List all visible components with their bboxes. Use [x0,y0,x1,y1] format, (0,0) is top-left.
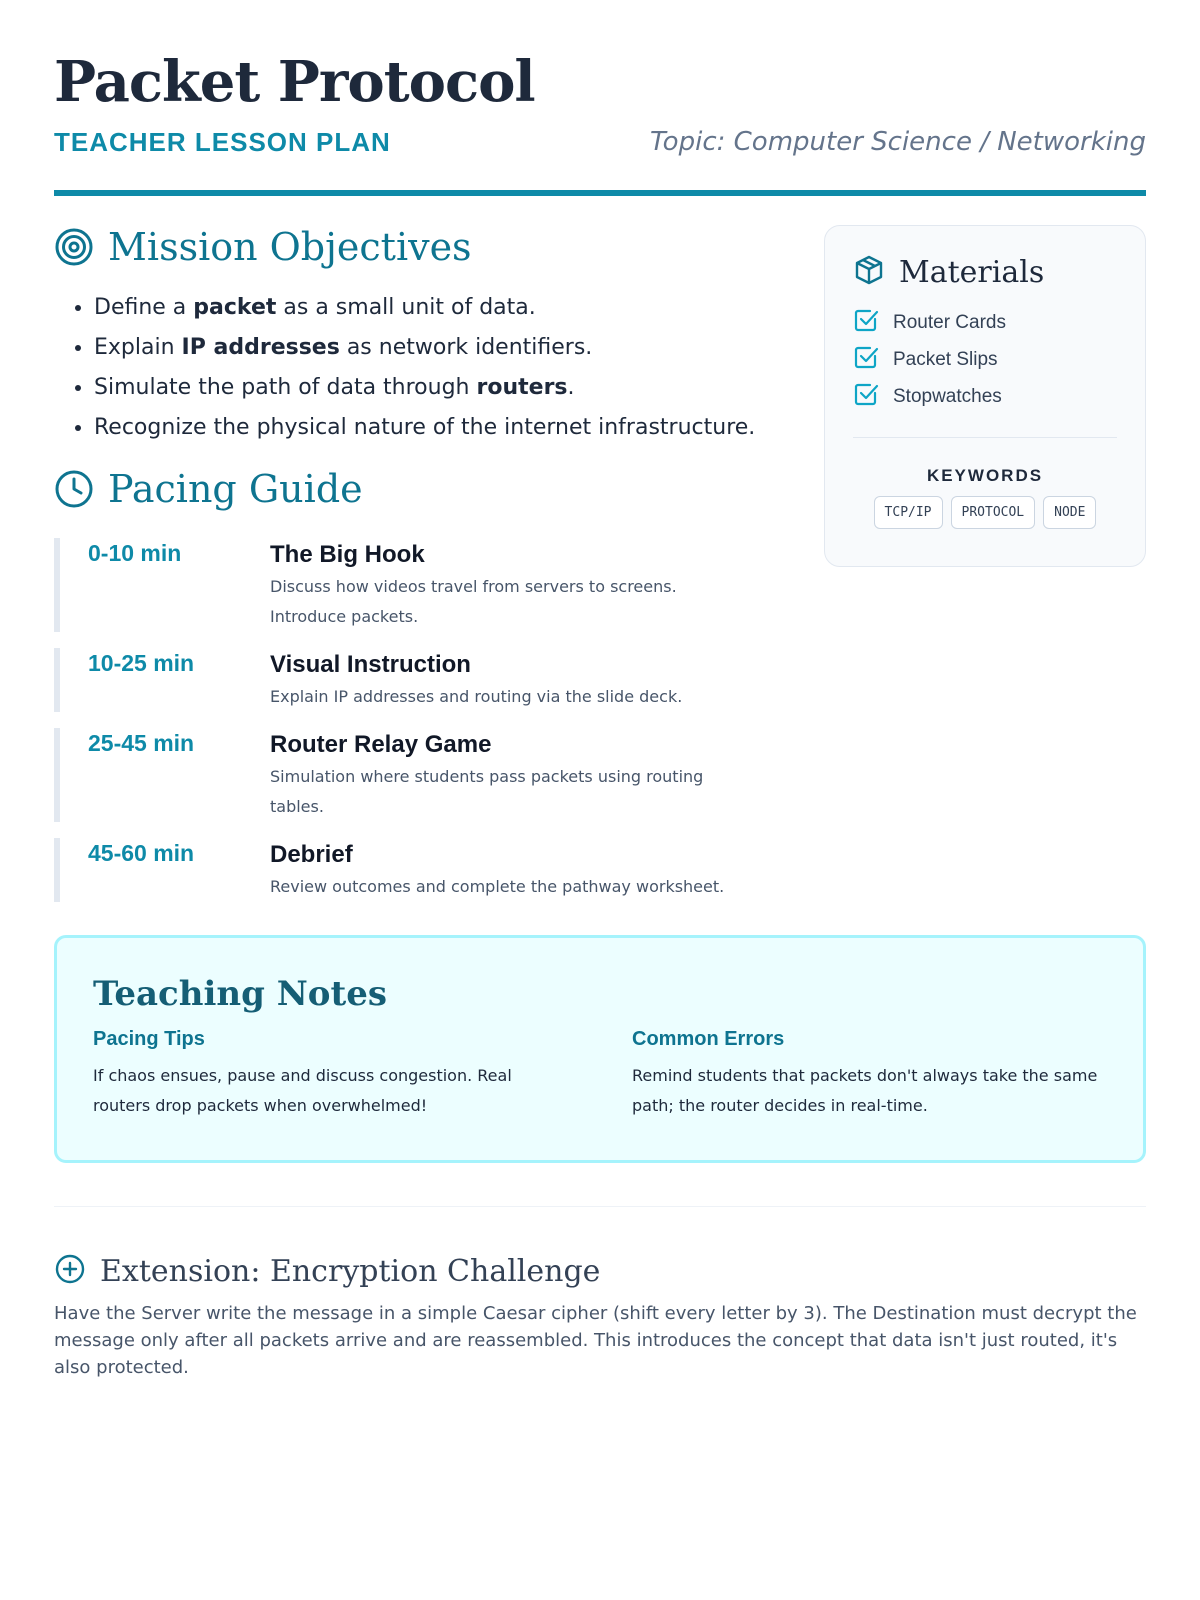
pacing-time: 25-45 min [88,730,195,756]
keyword-tag: TCP/IP [874,496,943,529]
objectives-heading [54,225,472,269]
pacing-desc: Simulation where students pass packets using routing tables. [270,767,704,816]
pacing-heading [54,467,363,511]
keyword-tag: NODE [1043,496,1096,529]
materials-heading-label: Materials [899,254,1045,290]
materials-card [824,225,1146,567]
pacing-row [54,648,774,712]
pacing-desc: Discuss how videos travel from servers to screens. Introduce packets. [270,577,677,626]
extension-heading-label: Extension: Encryption Challenge [100,1253,601,1289]
notes-column-text: If chaos ensues, pause and discuss congestion. Real routers drop packets when overwhelmed! [93,1066,512,1115]
notes-column-title: Common Errors [632,1028,785,1050]
check-square-icon [853,307,879,339]
extension-heading [54,1253,600,1289]
page-title: Packet Protocol [54,49,535,115]
extension-text: Have the Server write the message in a simple Caesar cipher (shift every letter by 3). The Destination must decrypt the message only after all packets arrive and are reassembled. This introduces the concept that data isn't just routed, it's also protected. [54,1303,1137,1378]
box-icon [853,254,885,290]
pacing-time: 10-25 min [88,650,195,676]
objective-item: • Simulate the path of data through routers. [94,368,814,408]
objectives-heading-label: Mission Objectives [108,225,472,269]
notes-column-title: Pacing Tips [93,1028,205,1050]
pacing-title: The Big Hook [270,541,425,568]
pacing-row [54,838,774,902]
target-icon [54,227,94,267]
objective-item: • Recognize the physical nature of the internet infrastructure. [94,408,814,448]
materials-heading [853,254,1117,290]
teaching-notes-title: Teaching Notes [93,974,387,1014]
materials-divider [853,437,1117,438]
pacing-list [54,538,774,918]
teaching-notes-box [54,935,1146,1163]
pacing-row [54,538,774,632]
pacing-title: Debrief [270,841,353,868]
check-square-icon [853,381,879,413]
clock-icon [54,469,94,509]
objective-item: • Explain IP addresses as network identifiers. [94,328,814,368]
page-subtitle: TEACHER LESSON PLAN [54,127,391,157]
keywords-title: KEYWORDS [926,466,1044,485]
plus-circle-icon [54,1253,86,1289]
objective-item: • Define a packet as a small unit of data. [94,288,814,328]
materials-list [853,304,1117,415]
topic-label: Topic: Computer Science / Networking [650,127,1146,157]
pacing-title: Visual Instruction [270,651,471,678]
pacing-desc: Explain IP addresses and routing via the slide deck. [270,687,683,706]
pacing-heading-label: Pacing Guide [108,467,363,511]
pacing-title: Router Relay Game [270,731,492,758]
keyword-tag: PROTOCOL [951,496,1036,529]
pacing-time: 45-60 min [88,840,195,866]
pacing-time: 0-10 min [88,540,182,566]
header-divider [54,190,1146,196]
keywords-list [853,496,1117,529]
notes-column [632,1028,1107,1121]
notes-column-text: Remind students that packets don't always take the same path; the router decides in real-time. [632,1066,1098,1115]
section-divider [54,1206,1146,1207]
check-square-icon [853,344,879,376]
objectives-list [54,288,814,448]
pacing-row [54,728,774,822]
materials-item: Packet Slips [853,341,1117,378]
materials-item: Stopwatches [853,378,1117,415]
materials-item: Router Cards [853,304,1117,341]
notes-column [93,1028,568,1121]
pacing-desc: Review outcomes and complete the pathway worksheet. [270,877,725,896]
